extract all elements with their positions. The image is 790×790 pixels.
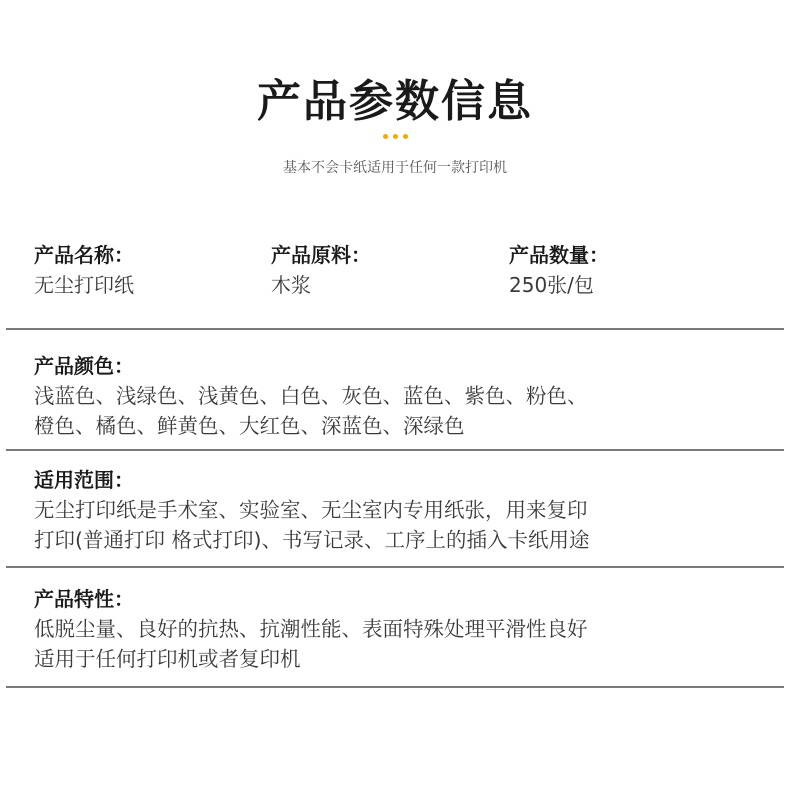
spec-label: 产品数量： <box>509 243 609 267</box>
section-scope <box>34 465 774 555</box>
section-text-line: 浅蓝色、浅绿色、浅黄色、白色、灰色、蓝色、紫色、粉色、 <box>34 384 588 408</box>
dot-icon <box>393 134 398 139</box>
page-subtitle: 基本不会卡纸适用于任何一款打印机 <box>283 160 507 176</box>
divider <box>6 328 784 330</box>
section-text-line: 橙色、橘色、鲜黄色、大红色、深蓝色、深绿色 <box>34 414 465 438</box>
spec-value: 木浆 <box>271 273 311 297</box>
dot-icon <box>403 134 408 139</box>
divider <box>6 566 784 568</box>
spec-product-name <box>34 240 134 300</box>
section-label: 产品颜色： <box>34 354 134 378</box>
section-text-line: 打印(普通打印 格式打印)、书写记录、工序上的插入卡纸用途 <box>34 528 590 552</box>
dot-icon <box>383 134 388 139</box>
section-label: 适用范围： <box>34 468 134 492</box>
spec-quantity <box>509 240 609 300</box>
spec-value: 无尘打印纸 <box>34 273 134 297</box>
page-title: 产品参数信息 <box>257 76 533 127</box>
section-text-line: 适用于任何打印机或者复印机 <box>34 647 301 671</box>
section-label: 产品特性： <box>34 587 134 611</box>
section-colors <box>34 351 774 441</box>
spec-row <box>0 240 790 302</box>
decorative-dots <box>0 134 790 139</box>
divider <box>6 449 784 451</box>
section-text-line: 无尘打印纸是手术室、实验室、无尘室内专用纸张，用来复印 <box>34 498 588 522</box>
section-text-line: 低脱尘量、良好的抗热、抗潮性能、表面特殊处理平滑性良好 <box>34 617 588 641</box>
divider <box>6 686 784 688</box>
section-features <box>34 584 774 674</box>
spec-value: 250张/包 <box>509 273 594 297</box>
spec-label: 产品原料： <box>271 243 371 267</box>
spec-material <box>271 240 371 300</box>
spec-label: 产品名称： <box>34 243 134 267</box>
